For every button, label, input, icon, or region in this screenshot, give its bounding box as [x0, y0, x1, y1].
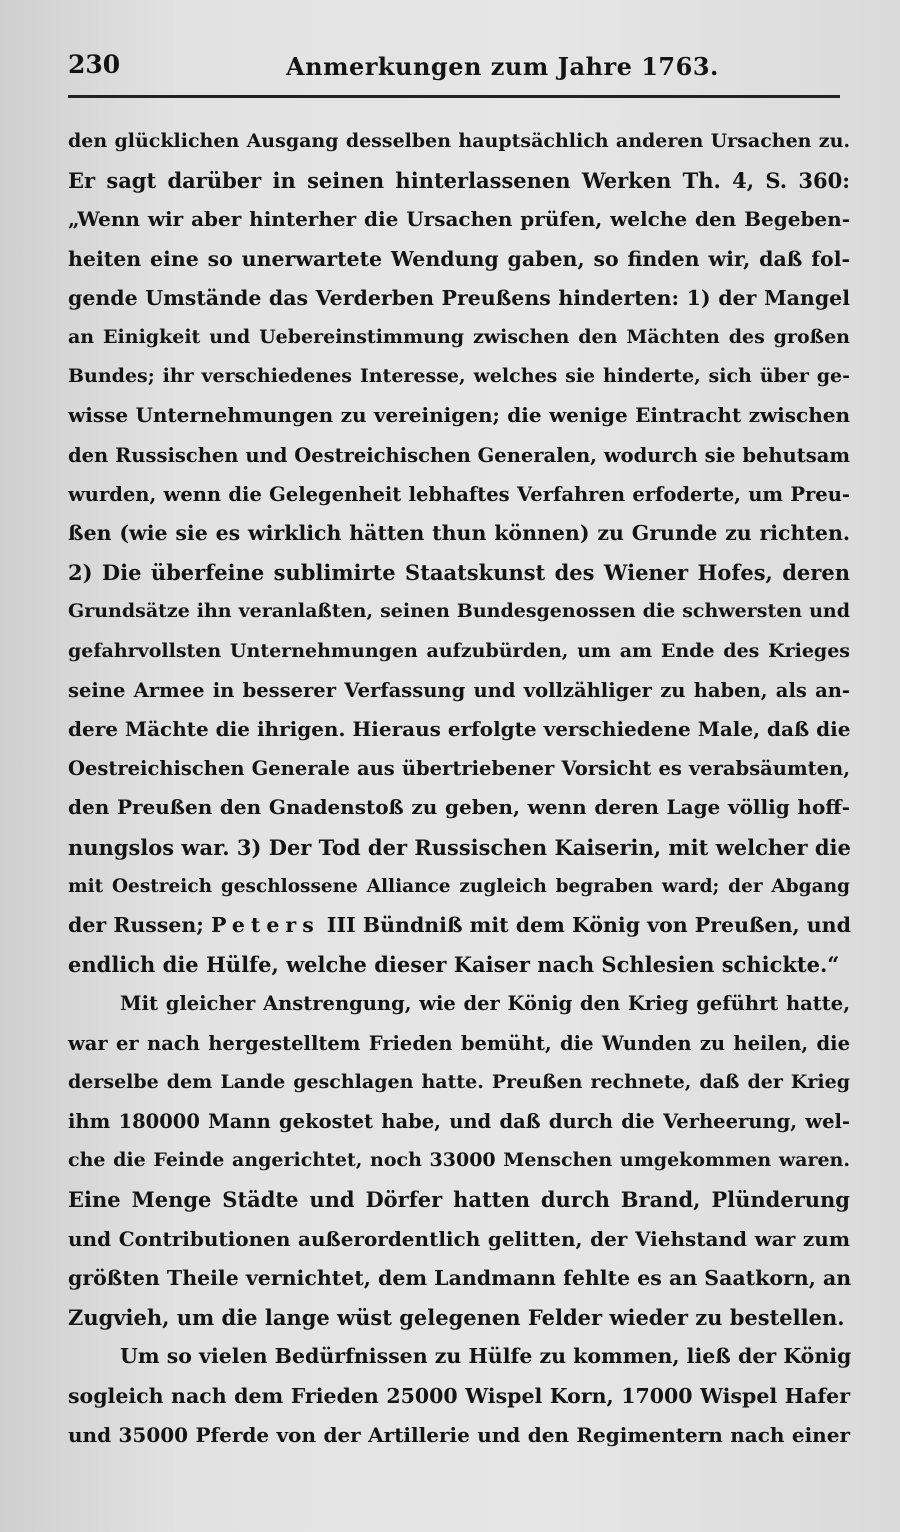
- text-line: dere Mächte die ihrigen. Hieraus erfolgte verschiedene Male, daß die: [68, 717, 851, 742]
- text-line: Oestreichischen Generale aus übertriebener Vorsicht es verabsäumten,: [68, 757, 850, 781]
- text-line: sogleich nach dem Frieden 25000 Wispel Korn, 17000 Wispel Hafer: [68, 1383, 850, 1408]
- paragraph: [68, 1337, 850, 1455]
- text-line: heiten eine so unerwartete Wendung gaben, so finden wir, daß fol-: [68, 246, 850, 271]
- text-line: wurden, wenn die Gelegenheit lebhaftes Verfahren erfoderte, um Preu-: [68, 482, 850, 506]
- text-line-with-name: [68, 906, 850, 945]
- text-line: Eine Menge Städte und Dörfer hatten durch Brand, Plünderung: [68, 1187, 850, 1213]
- text-fragment: III Bündniß mit dem König von Preußen, und: [326, 913, 851, 938]
- text-line: an Einigkeit und Uebereinstimmung zwischen den Mächten des großen: [68, 326, 850, 349]
- running-head: Anmerkungen zum Jahre 1763.: [286, 52, 719, 81]
- header-rule: [68, 95, 840, 98]
- body-text: [68, 122, 850, 1455]
- text-line: Er sagt darüber in seinen hinterlassenen Werken Th. 4, S. 360:: [68, 168, 850, 194]
- text-line: gefahrvollsten Unternehmungen aufzubürden, um am Ende des Krieges: [68, 639, 850, 662]
- text-line: endlich die Hülfe, welche dieser Kaiser nach Schlesien schickte.“: [68, 952, 840, 978]
- text-line: ihm 180000 Mann gekostet habe, und daß durch die Verheerung, wel-: [68, 1110, 850, 1134]
- spaced-name: Peters: [211, 913, 320, 938]
- text-line: gende Umstände das Verderben Preußens hinderten: 1) der Mangel: [68, 285, 850, 310]
- text-line: Zugvieh, um die lange wüst gelegenen Felder wieder zu bestellen.: [68, 1305, 845, 1331]
- text-line: Bundes; ihr verschiedenes Interesse, welches sie hinderte, sich über ge-: [68, 365, 850, 388]
- text-line: größten Theile vernichtet, dem Landmann fehlte es an Saatkorn, an: [68, 1265, 852, 1290]
- text-line: „Wenn wir aber hinterher die Ursachen prüfen, welche den Begeben-: [68, 207, 850, 232]
- text-line: seine Armee in besserer Verfassung und vollzähliger zu haben, als an-: [68, 678, 850, 702]
- text-line: nungslos war. 3) Der Tod der Russischen Kaiserin, mit welcher die: [68, 834, 851, 860]
- text-line: und Contributionen außerordentlich gelitten, der Viehstand war zum: [68, 1226, 850, 1251]
- text-line: den glücklichen Ausgang desselben hauptsächlich anderen Ursachen zu.: [68, 130, 850, 152]
- text-line: Mit gleicher Anstrengung, wie der König den Krieg geführt hatte,: [120, 992, 850, 1016]
- text-line: und 35000 Pferde von der Artillerie und den Regimentern nach einer: [68, 1422, 850, 1447]
- text-line: mit Oestreich geschlossene Alliance zugleich begraben ward; der Abgang: [68, 875, 850, 897]
- text-line: Um so vielen Bedürfnissen zu Hülfe zu kommen, ließ der König: [120, 1344, 852, 1369]
- text-fragment: der Russen;: [68, 913, 204, 938]
- text-line: ßen (wie sie es wirklich hätten thun können) zu Grunde zu richten.: [68, 521, 850, 546]
- page-header: [66, 50, 846, 90]
- text-line: war er nach hergestelltem Frieden bemüht, die Wunden zu heilen, die: [68, 1031, 850, 1055]
- text-line: wisse Unternehmungen zu vereinigen; die wenige Eintracht zwischen: [68, 403, 850, 428]
- paragraph-quote: [68, 122, 850, 984]
- text-line: che die Feinde angerichtet, noch 33000 Menschen umgekommen waren.: [68, 1149, 850, 1172]
- text-line: den Russischen und Oestreichischen Generalen, wodurch sie behutsam: [68, 443, 850, 467]
- text-line: 2) Die überfeine sublimirte Staatskunst des Wiener Hofes, deren: [68, 560, 850, 586]
- paragraph: [68, 984, 850, 1337]
- page-number: 230: [68, 50, 121, 79]
- text-line: Grundsätze ihn veranlaßten, seinen Bundesgenossen die schwersten und: [68, 600, 850, 623]
- text-line: den Preußen den Gnadenstoß zu geben, wenn deren Lage völlig hoff-: [68, 795, 850, 820]
- text-line: derselbe dem Lande geschlagen hatte. Preußen rechnete, daß der Krieg: [68, 1070, 850, 1093]
